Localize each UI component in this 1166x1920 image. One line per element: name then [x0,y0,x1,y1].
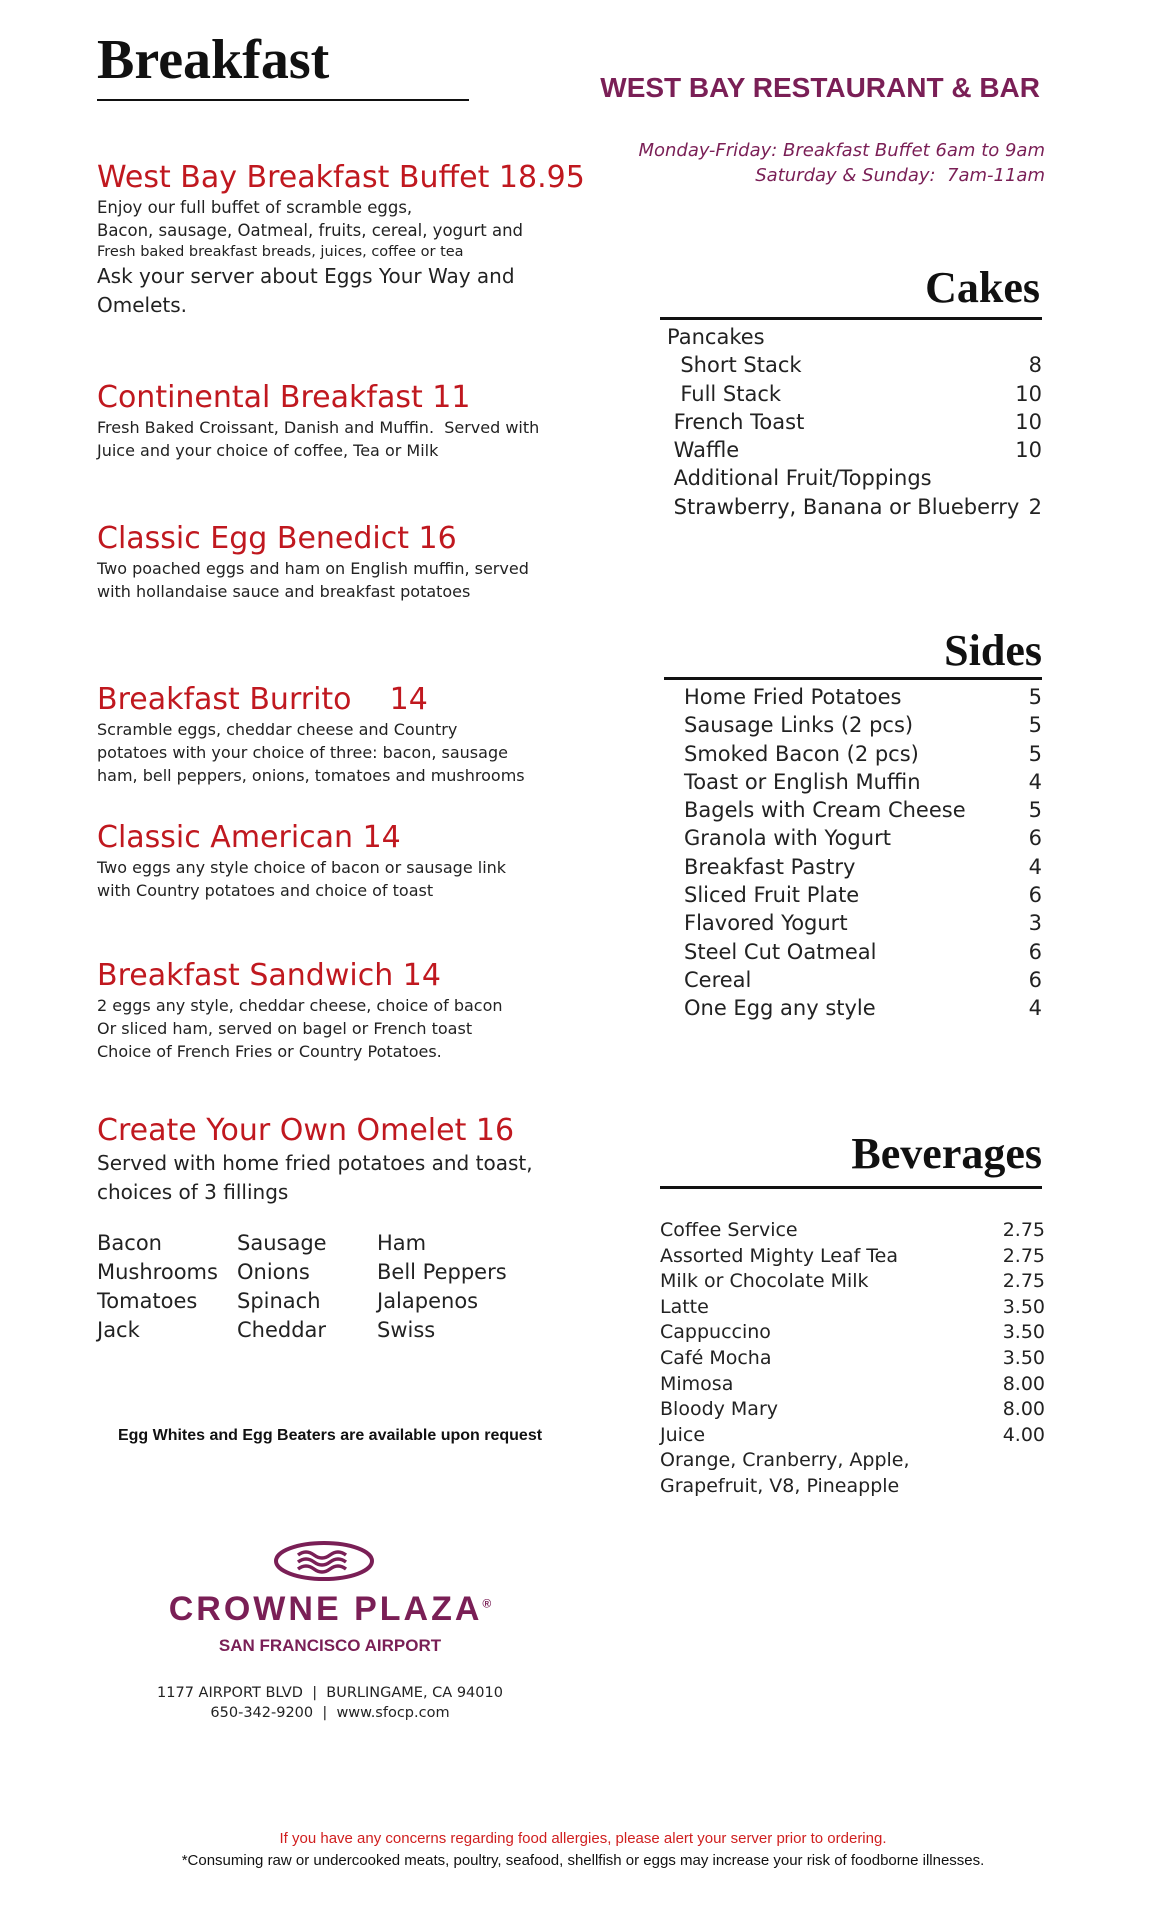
row-price: 4.00 [1002,1423,1045,1446]
item-desc-line: ham, bell peppers, onions, tomatoes and mushrooms [97,766,525,785]
menu-row [684,909,1042,937]
menu-row [660,1218,1045,1244]
filling: Mushrooms [97,1260,218,1284]
item-desc-line: with Country potatoes and choice of toast [97,881,434,900]
item-desc-line: Juice and your choice of coffee, Tea or Milk [97,441,439,460]
row-price: 4 [1028,854,1042,879]
item-desc-line: Choice of French Fries or Country Potatoes. [97,1042,442,1061]
item-desc-line: Enjoy our full buffet of scramble eggs, [97,198,413,217]
row-name: Smoked Bacon (2 pcs) [684,741,919,766]
row-name: Waffle [667,438,740,463]
item-extra-line: Ask your server about Eggs Your Way and [97,264,515,288]
row-price: 8.00 [1002,1398,1045,1421]
filling: Bacon [97,1231,162,1255]
row-name: Coffee Service [660,1219,798,1241]
cakes-list [667,323,1042,521]
menu-row [684,853,1042,881]
row-name: Steel Cut Oatmeal [684,939,877,964]
menu-row [684,796,1042,824]
menu-row [684,711,1042,739]
menu-row [667,351,1042,379]
row-name: Full Stack [667,381,782,406]
row-name: Latte [660,1295,709,1318]
restaurant-name: WEST BAY RESTAURANT & BAR [600,72,1040,103]
filling: Jack [97,1318,140,1342]
row-price: 2.75 [1002,1270,1045,1293]
menu-item-egg-benedict [97,521,567,603]
menu-row [667,380,1042,408]
menu-row [660,1423,1045,1449]
brand-name [120,1590,540,1629]
row-name: Assorted Mighty Leaf Tea [660,1244,899,1267]
item-desc-line: Bacon, sausage, Oatmeal, fruits, cereal, yogurt and [97,221,524,240]
row-price: 4 [1028,769,1042,794]
item-desc-line: choices of 3 fillings [97,1180,289,1204]
brand-location: SAN FRANCISCO AIRPORT [218,1636,442,1655]
menu-row [667,493,1042,521]
menu-row [660,1448,1045,1474]
filling: Onions [237,1260,310,1284]
menu-row [660,1244,1045,1270]
item-desc-line: Or sliced ham, served on bagel or French toast [97,1019,473,1038]
address: 1177 AIRPORT BLVD | BURLINGAME, CA 94010 [157,1685,503,1701]
menu-row [684,768,1042,796]
filling: Jalapenos [377,1289,479,1313]
row-name: Café Mocha [660,1346,772,1369]
section-rule [664,677,1042,680]
row-price: 5 [1028,741,1042,766]
item-desc-line: with hollandaise sauce and breakfast potatoes [97,582,471,601]
menu-row [660,1269,1045,1295]
row-name: Cereal [684,967,752,992]
consumption-warning: *Consuming raw or undercooked meats, poultry, seafood, shellfish or eggs may increase your risk of foodborne illnesses. [181,1852,985,1869]
row-name: Orange, Cranberry, Apple, [660,1449,910,1472]
row-name: French Toast [667,409,805,434]
row-name: Short Stack [667,353,802,378]
item-desc-line: Two eggs any style choice of bacon or sausage link [97,858,507,877]
row-price: 3.50 [1002,1295,1045,1318]
filling: Spinach [237,1289,321,1313]
row-price: 3.50 [1002,1321,1045,1344]
item-extra-line: Omelets. [97,293,188,317]
menu-row [684,824,1042,852]
title-underline [97,99,469,101]
hours-weekday: Monday-Friday: Breakfast Buffet 6am to 9am [638,140,1045,161]
omelet-fillings [97,1230,517,1344]
row-price: 5 [1028,798,1042,823]
row-name: Home Fried Potatoes [684,685,902,709]
row-name: Mimosa [660,1372,734,1395]
egg-substitute-note: Egg Whites and Egg Beaters are available upon request [117,1427,543,1444]
menu-item-classic-american [97,820,567,902]
beverages-list [660,1218,1045,1500]
menu-item-breakfast-sandwich [97,958,567,1063]
row-name: Breakfast Pastry [684,854,856,879]
row-name: Additional Fruit/Toppings [667,466,932,491]
menu-row [660,1397,1045,1423]
item-title: Continental Breakfast 11 [97,380,471,415]
row-price: 6 [1028,939,1042,964]
row-price: 3.50 [1002,1346,1045,1369]
item-title: West Bay Breakfast Buffet 18.95 [97,160,585,195]
item-title: Classic American 14 [97,820,401,855]
menu-row [660,1346,1045,1372]
item-desc-line: potatoes with your choice of three: bacon, sausage [97,743,508,762]
menu-row [684,881,1042,909]
menu-row [684,938,1042,966]
row-price: 3 [1028,911,1042,936]
item-desc-line: 2 eggs any style, cheddar cheese, choice of bacon [97,996,503,1015]
row-name: Juice [660,1423,706,1446]
brand-name-text: CROWNE PLAZA [168,1590,483,1628]
menu-row [660,1320,1045,1346]
item-desc-line: Scramble eggs, cheddar cheese and Country [97,720,458,739]
item-title: Classic Egg Benedict 16 [97,521,457,556]
row-name: Flavored Yogurt [684,911,848,936]
filling: Sausage [237,1231,327,1255]
row-price: 10 [1015,438,1042,463]
row-name: Bloody Mary [660,1398,778,1421]
row-price: 6 [1028,826,1042,851]
section-title-sides: Sides [944,626,1042,675]
menu-item-buffet [97,160,585,320]
menu-row [667,436,1042,464]
row-name: Toast or English Muffin [684,769,921,794]
menu-row [684,683,1042,711]
row-price: 2 [1028,494,1042,519]
menu-row [684,740,1042,768]
row-price: 10 [1015,381,1042,406]
row-name: Milk or Chocolate Milk [660,1270,869,1293]
row-name: Granola with Yogurt [684,826,891,851]
section-rule [660,317,1042,320]
page-title: Breakfast [97,29,330,91]
hours-weekend: Saturday & Sunday: 7am-11am [755,165,1045,186]
filling: Tomatoes [97,1289,198,1313]
menu-row [684,966,1042,994]
row-price: 10 [1015,409,1042,434]
row-name: Sausage Links (2 pcs) [684,713,914,738]
sides-list [684,683,1042,1023]
item-title: Breakfast Burrito 14 [97,682,428,717]
menu-item-continental [97,380,567,462]
item-desc-line: Fresh baked breakfast breads, juices, coffee or tea [97,244,464,260]
menu-row [660,1372,1045,1398]
item-title: Create Your Own Omelet 16 [97,1113,515,1148]
menu-row [667,323,1042,351]
registered-mark: ® [482,1596,492,1611]
item-desc-line: Two poached eggs and ham on English muffin, served [97,559,529,578]
section-rule [660,1186,1042,1189]
menu-row [667,464,1042,492]
row-name: One Egg any style [684,996,876,1021]
row-name: Strawberry, Banana or Blueberry [667,494,1020,519]
row-price: 5 [1028,685,1042,709]
row-name: Bagels with Cream Cheese [684,798,966,823]
menu-row [660,1474,1045,1500]
contact-info: 650-342-9200 | www.sfocp.com [210,1705,450,1721]
menu-item-burrito [97,682,567,787]
row-price: 5 [1028,713,1042,738]
row-name: Sliced Fruit Plate [684,883,860,908]
row-price: 6 [1028,883,1042,908]
crowne-plaza-logo-icon [272,1540,376,1582]
allergy-notice: If you have any concerns regarding food allergies, please alert your server prior to ordering. [279,1830,887,1847]
row-price: 4 [1028,996,1042,1021]
row-name: Pancakes [667,325,765,349]
row-name: Cappuccino [660,1321,771,1344]
filling: Bell Peppers [377,1260,507,1284]
row-price: 8 [1028,353,1042,378]
menu-row [667,408,1042,436]
section-title-cakes: Cakes [925,263,1040,312]
menu-row [684,994,1042,1022]
row-name: Grapefruit, V8, Pineapple [660,1474,900,1497]
row-price: 2.75 [1002,1219,1045,1241]
section-title-beverages: Beverages [851,1129,1042,1178]
row-price: 8.00 [1002,1372,1045,1395]
menu-row [660,1295,1045,1321]
item-desc-line: Served with home fried potatoes and toast, [97,1151,533,1175]
filling: Swiss [377,1318,436,1342]
filling: Ham [377,1231,427,1255]
item-desc-line: Fresh Baked Croissant, Danish and Muffin. Served with [97,418,540,437]
item-title: Breakfast Sandwich 14 [97,958,441,993]
menu-item-omelet [97,1113,567,1207]
row-price: 2.75 [1002,1244,1045,1267]
filling: Cheddar [237,1318,327,1342]
row-price: 6 [1028,967,1042,992]
